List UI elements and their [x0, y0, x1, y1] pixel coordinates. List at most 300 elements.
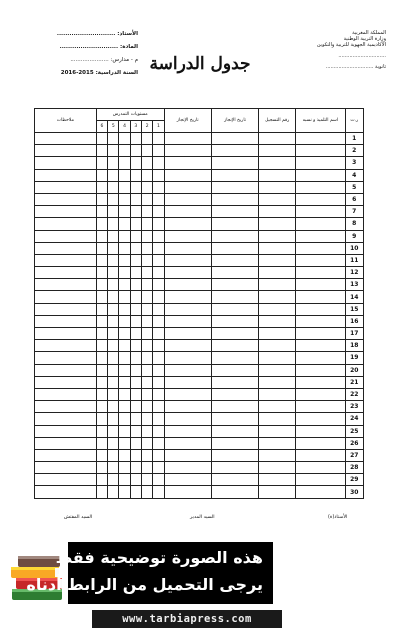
table-cell	[153, 206, 164, 218]
table-cell	[211, 364, 258, 376]
table-cell	[296, 193, 345, 205]
table-cell	[153, 486, 164, 498]
table-cell	[259, 279, 296, 291]
teacher-info	[28, 28, 138, 80]
table-cell	[164, 364, 211, 376]
table-cell	[296, 169, 345, 181]
table-cell	[259, 169, 296, 181]
table-cell	[296, 449, 345, 461]
watermark-url-bar[interactable]	[92, 610, 282, 628]
row-number: 7	[345, 206, 364, 218]
table-row	[35, 242, 364, 254]
watermark-url[interactable]: www.tarbiapress.com	[122, 613, 252, 625]
table-cell	[96, 462, 107, 474]
table-cell	[142, 193, 153, 205]
table-cell	[211, 279, 258, 291]
level-1-header: 1	[153, 121, 164, 133]
table-cell	[119, 425, 130, 437]
level-5-header: 5	[108, 121, 119, 133]
table-row	[35, 486, 364, 498]
row-number: 15	[345, 303, 364, 315]
table-cell	[211, 206, 258, 218]
table-row	[35, 181, 364, 193]
col-header-num: ر.ت	[345, 109, 364, 133]
table-cell	[211, 413, 258, 425]
table-row	[35, 291, 364, 303]
row-number: 19	[345, 352, 364, 364]
table-cell	[153, 242, 164, 254]
table-cell	[164, 315, 211, 327]
table-cell	[259, 401, 296, 413]
table-cell	[211, 169, 258, 181]
table-cell	[35, 340, 97, 352]
table-cell	[259, 352, 296, 364]
table-cell	[211, 315, 258, 327]
table-cell	[259, 218, 296, 230]
table-cell	[296, 157, 345, 169]
table-cell	[119, 279, 130, 291]
table-cell	[108, 133, 119, 145]
table-cell	[119, 401, 130, 413]
row-number: 8	[345, 218, 364, 230]
director-signature: السيد المدير	[190, 515, 215, 520]
table-cell	[259, 388, 296, 400]
table-cell	[259, 364, 296, 376]
table-cell	[96, 352, 107, 364]
table-cell	[35, 181, 97, 193]
table-cell	[296, 291, 345, 303]
table-cell	[35, 474, 97, 486]
table-cell	[96, 230, 107, 242]
table-cell	[119, 486, 130, 498]
table-cell	[119, 206, 130, 218]
table-cell	[142, 388, 153, 400]
table-cell	[119, 230, 130, 242]
table-cell	[96, 145, 107, 157]
table-cell	[211, 242, 258, 254]
table-cell	[96, 340, 107, 352]
table-cell	[259, 181, 296, 193]
table-cell	[296, 315, 345, 327]
table-cell	[108, 401, 119, 413]
row-number: 18	[345, 340, 364, 352]
table-cell	[164, 340, 211, 352]
table-cell	[96, 242, 107, 254]
table-cell	[211, 218, 258, 230]
table-cell	[164, 303, 211, 315]
table-cell	[130, 352, 141, 364]
table-cell	[296, 303, 345, 315]
table-cell	[164, 145, 211, 157]
watermark-box	[26, 542, 273, 604]
table-cell	[164, 133, 211, 145]
directorate-dots: ..............................	[338, 53, 386, 59]
table-cell	[142, 145, 153, 157]
table-cell	[130, 157, 141, 169]
table-cell	[153, 425, 164, 437]
table-cell	[119, 449, 130, 461]
table-cell	[35, 486, 97, 498]
col-header-name: اسم التلميذ و نسبه	[296, 109, 345, 133]
table-cell	[153, 303, 164, 315]
table-row	[35, 449, 364, 461]
table-cell	[119, 291, 130, 303]
table-cell	[211, 328, 258, 340]
table-cell	[211, 376, 258, 388]
table-cell	[130, 145, 141, 157]
table-cell	[164, 388, 211, 400]
teacher-signature: الأستاذ(ة)	[328, 515, 348, 520]
level-4-header: 4	[119, 121, 130, 133]
table-cell	[130, 242, 141, 254]
table-cell	[35, 254, 97, 266]
table-cell	[153, 218, 164, 230]
table-cell	[130, 376, 141, 388]
table-cell	[211, 181, 258, 193]
table-cell	[211, 133, 258, 145]
table-cell	[259, 133, 296, 145]
table-cell	[108, 352, 119, 364]
table-cell	[296, 376, 345, 388]
table-cell	[35, 230, 97, 242]
table-cell	[259, 413, 296, 425]
table-cell	[211, 352, 258, 364]
table-cell	[296, 279, 345, 291]
table-cell	[35, 145, 97, 157]
table-cell	[153, 352, 164, 364]
table-cell	[130, 462, 141, 474]
table-cell	[164, 449, 211, 461]
table-cell	[259, 291, 296, 303]
table-cell	[211, 157, 258, 169]
table-cell	[142, 352, 153, 364]
table-cell	[119, 267, 130, 279]
row-number: 2	[345, 145, 364, 157]
school-year: السنة الدراسية: 2015-2016	[60, 70, 138, 76]
table-cell	[142, 230, 153, 242]
table-cell	[130, 315, 141, 327]
table-cell	[296, 181, 345, 193]
table-cell	[153, 279, 164, 291]
table-row	[35, 425, 364, 437]
table-cell	[153, 340, 164, 352]
table-cell	[142, 462, 153, 474]
table-cell	[108, 328, 119, 340]
table-cell	[142, 474, 153, 486]
table-cell	[153, 169, 164, 181]
table-cell	[153, 437, 164, 449]
table-cell	[119, 133, 130, 145]
table-cell	[259, 340, 296, 352]
ministry-label: وزارة التربية الوطنية	[343, 36, 386, 42]
table-row	[35, 376, 364, 388]
table-cell	[142, 425, 153, 437]
table-cell	[96, 218, 107, 230]
row-number: 17	[345, 328, 364, 340]
table-cell	[35, 242, 97, 254]
table-cell	[153, 254, 164, 266]
table-row	[35, 169, 364, 181]
academy-label: الأكاديمية الجهوية للتربية والتكوين	[316, 42, 386, 48]
table-cell	[35, 425, 97, 437]
table-row	[35, 462, 364, 474]
table-cell	[119, 474, 130, 486]
table-cell	[130, 279, 141, 291]
table-cell	[35, 315, 97, 327]
table-cell	[296, 145, 345, 157]
row-number: 16	[345, 315, 364, 327]
table-row	[35, 254, 364, 266]
table-cell	[35, 157, 97, 169]
table-cell	[259, 437, 296, 449]
table-cell	[164, 169, 211, 181]
table-cell	[259, 486, 296, 498]
table-cell	[142, 242, 153, 254]
table-cell	[259, 206, 296, 218]
table-cell	[296, 364, 345, 376]
table-cell	[108, 315, 119, 327]
table-cell	[259, 242, 296, 254]
table-cell	[142, 157, 153, 169]
table-cell	[96, 425, 107, 437]
kingdom-label: المملكة المغربية	[352, 30, 386, 36]
table-cell	[108, 425, 119, 437]
table-cell	[108, 206, 119, 218]
table-cell	[130, 413, 141, 425]
table-cell	[130, 364, 141, 376]
row-number: 26	[345, 437, 364, 449]
table-cell	[96, 267, 107, 279]
table-cell	[164, 181, 211, 193]
table-cell	[119, 437, 130, 449]
row-number: 1	[345, 133, 364, 145]
table-cell	[259, 376, 296, 388]
table-cell	[164, 206, 211, 218]
table-cell	[108, 267, 119, 279]
table-cell	[211, 462, 258, 474]
table-cell	[142, 206, 153, 218]
table-cell	[108, 291, 119, 303]
table-cell	[211, 425, 258, 437]
watermark-line-2: يرجى التحميل من الرابط أدناه	[26, 575, 263, 594]
table-cell	[259, 254, 296, 266]
table-cell	[96, 388, 107, 400]
table-cell	[142, 401, 153, 413]
table-cell	[108, 242, 119, 254]
table-cell	[164, 486, 211, 498]
table-cell	[211, 340, 258, 352]
table-cell	[164, 193, 211, 205]
table-row	[35, 230, 364, 242]
table-cell	[96, 413, 107, 425]
ministry-header	[266, 30, 386, 70]
table-cell	[108, 462, 119, 474]
table-cell	[108, 388, 119, 400]
table-cell	[259, 145, 296, 157]
table-row	[35, 267, 364, 279]
table-cell	[296, 425, 345, 437]
table-cell	[164, 425, 211, 437]
table-cell	[296, 242, 345, 254]
table-cell	[130, 425, 141, 437]
table-cell	[96, 315, 107, 327]
watermark-line-1: هذه الصورة توضيحية فقط	[55, 548, 263, 567]
table-cell	[296, 352, 345, 364]
table-cell	[119, 145, 130, 157]
table-cell	[96, 449, 107, 461]
table-cell	[96, 328, 107, 340]
school-label: ثانوية	[375, 64, 386, 70]
table-cell	[96, 254, 107, 266]
table-cell	[35, 193, 97, 205]
table-cell	[108, 437, 119, 449]
schedule-table	[34, 108, 364, 499]
table-cell	[153, 230, 164, 242]
table-cell	[119, 157, 130, 169]
table-cell	[35, 462, 97, 474]
table-cell	[35, 352, 97, 364]
table-cell	[108, 279, 119, 291]
row-number: 21	[345, 376, 364, 388]
table-cell	[119, 413, 130, 425]
row-number: 13	[345, 279, 364, 291]
row-number: 25	[345, 425, 364, 437]
table-cell	[296, 230, 345, 242]
table-cell	[164, 462, 211, 474]
table-row	[35, 157, 364, 169]
table-cell	[153, 291, 164, 303]
table-cell	[259, 193, 296, 205]
table-cell	[296, 437, 345, 449]
table-cell	[96, 181, 107, 193]
table-cell	[142, 254, 153, 266]
table-cell	[96, 193, 107, 205]
table-cell	[35, 267, 97, 279]
row-number: 28	[345, 462, 364, 474]
table-row	[35, 303, 364, 315]
table-cell	[130, 181, 141, 193]
table-cell	[108, 486, 119, 498]
table-cell	[296, 340, 345, 352]
level-6-header: 6	[96, 121, 107, 133]
col-header-levels: مستويات التمدرس	[96, 109, 164, 121]
table-cell	[108, 254, 119, 266]
table-cell	[211, 449, 258, 461]
table-cell	[164, 291, 211, 303]
table-cell	[142, 133, 153, 145]
table-cell	[119, 376, 130, 388]
table-row	[35, 437, 364, 449]
table-cell	[142, 218, 153, 230]
table-cell	[108, 376, 119, 388]
table-cell	[108, 169, 119, 181]
col-header-notes: ملاحظات	[35, 109, 97, 133]
table-cell	[108, 193, 119, 205]
table-cell	[259, 303, 296, 315]
table-cell	[96, 133, 107, 145]
table-cell	[108, 340, 119, 352]
table-cell	[130, 193, 141, 205]
table-cell	[35, 291, 97, 303]
school-line	[266, 64, 386, 70]
table-cell	[119, 328, 130, 340]
table-cell	[259, 462, 296, 474]
table-cell	[296, 413, 345, 425]
table-cell	[119, 303, 130, 315]
table-row	[35, 193, 364, 205]
table-row	[35, 401, 364, 413]
table-row	[35, 145, 364, 157]
table-row	[35, 364, 364, 376]
table-cell	[119, 352, 130, 364]
inspector-signature: السيد المفتش	[64, 515, 93, 520]
table-cell	[35, 169, 97, 181]
row-number: 14	[345, 291, 364, 303]
row-number: 5	[345, 181, 364, 193]
table-cell	[142, 437, 153, 449]
table-cell	[130, 388, 141, 400]
table-cell	[108, 474, 119, 486]
table-cell	[130, 449, 141, 461]
table-cell	[119, 364, 130, 376]
table-cell	[153, 315, 164, 327]
table-cell	[96, 157, 107, 169]
table-cell	[164, 279, 211, 291]
table-row	[35, 328, 364, 340]
table-body	[35, 133, 364, 499]
table-cell	[35, 449, 97, 461]
table-cell	[130, 133, 141, 145]
school-dots: ..............................	[325, 64, 374, 70]
table-cell	[130, 437, 141, 449]
table-cell	[153, 193, 164, 205]
table-cell	[259, 449, 296, 461]
table-cell	[130, 230, 141, 242]
table-row	[35, 315, 364, 327]
table-cell	[164, 230, 211, 242]
table-cell	[96, 401, 107, 413]
table-cell	[259, 230, 296, 242]
table-cell	[35, 133, 97, 145]
table-cell	[119, 254, 130, 266]
table-cell	[96, 474, 107, 486]
table-cell	[153, 133, 164, 145]
table-cell	[259, 425, 296, 437]
table-cell	[296, 133, 345, 145]
table-cell	[130, 401, 141, 413]
table-cell	[211, 267, 258, 279]
col-header-end-date: تاريخ الإنجاز	[164, 109, 211, 133]
table-cell	[35, 376, 97, 388]
table-cell	[35, 328, 97, 340]
row-number: 22	[345, 388, 364, 400]
table-cell	[164, 254, 211, 266]
table-cell	[35, 437, 97, 449]
table-cell	[96, 303, 107, 315]
table-cell	[153, 462, 164, 474]
table-cell	[153, 145, 164, 157]
table-cell	[119, 340, 130, 352]
table-cell	[164, 157, 211, 169]
page-title: جدول الدراسة	[149, 54, 251, 74]
row-number: 4	[345, 169, 364, 181]
table-cell	[35, 388, 97, 400]
table-cell	[142, 340, 153, 352]
table-cell	[296, 401, 345, 413]
table-cell	[130, 303, 141, 315]
table-cell	[35, 303, 97, 315]
table-cell	[153, 401, 164, 413]
